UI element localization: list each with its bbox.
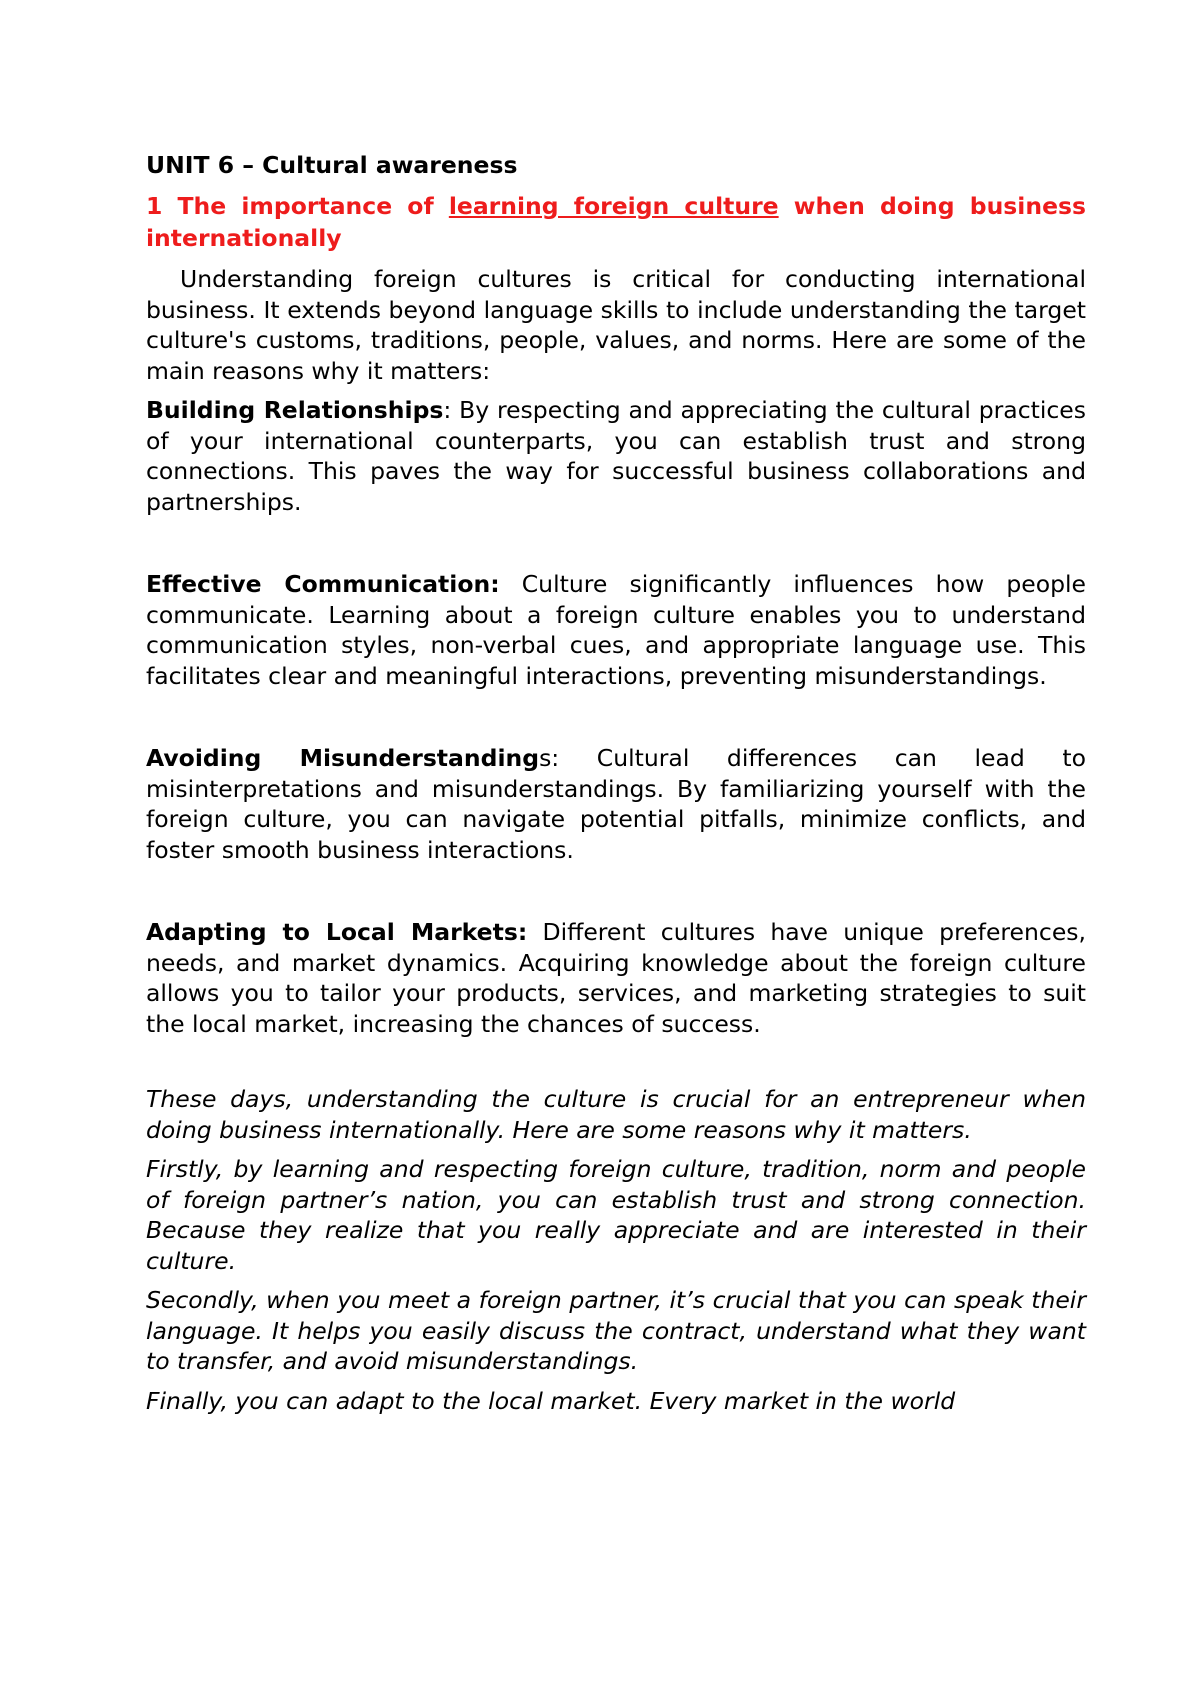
intro-paragraph: Understanding foreign cultures is critical for conducting international business. It extends beyond language skills to include understanding the target culture's customs, traditions, people, values, and norms. Here are some of the main reasons why it matters: [146,265,1086,385]
reason-paragraph-effective-communication [146,569,1086,691]
essay-paragraph-secondly: Secondly, when you meet a foreign partner, it’s crucial that you can speak their language. It helps you easily discuss the contract, understand what they want to transfer, and avoid misunderstandings. [146,1286,1086,1375]
reason-paragraph-avoiding-misunderstandings [146,743,1086,865]
section-heading [146,190,1086,254]
reason-term: Effective Communication: [146,570,500,598]
reason-separator: s: [539,744,560,772]
section-heading-after-link: when doing business internationally [146,192,1086,252]
reason-paragraph-adapting-local-markets [146,917,1086,1039]
reason-term: Adapting to Local Markets: [146,918,528,946]
section-number: 1 [146,192,163,220]
essay-paragraph-finally: Finally, you can adapt to the local market. Every market in the world [146,1386,956,1415]
unit-title [146,150,1086,180]
essay-section [146,1084,1086,1416]
reason-paragraph-building-relationships [146,395,1086,517]
reason-separator: : [443,396,452,424]
reason-term: Avoiding Misunderstanding [146,744,540,772]
reason-text: Cultural differences can lead to misinterpretations and misunderstandings. By familiarizing yourself with the foreign culture, you can navigate potential pitfalls, minimize conflicts, and foster smooth business interactions. [146,744,1086,864]
document-page [146,150,1086,1425]
unit-title-main: Cultural awareness [262,151,518,179]
reason-text: By respecting and appreciating the cultural practices of your international counterparts, you can establish trust and strong connections. This paves the way for successful business collaborations and partnerships. [146,396,1086,516]
section-heading-before-link: The importance of [177,192,434,220]
reason-term: Building Relationships [146,396,444,424]
reason-text: Culture significantly influences how people communicate. Learning about a foreign culture enables you to understand communication styles, non-verbal cues, and appropriate language use. This facilitates clear and meaningful interactions, preventing misunderstandings. [146,570,1086,690]
unit-title-prefix: UNIT 6 – [146,151,263,179]
reason-text: Different cultures have unique preferences, needs, and market dynamics. Acquiring knowledge about the foreign culture allows you to tailor your products, services, and marketing strategies to suit the local market, increasing the chances of success. [146,918,1086,1038]
essay-paragraph-firstly: Firstly, by learning and respecting foreign culture, tradition, norm and people of foreign partner’s nation, you can establish trust and strong connection. Because they realize that you really appreciate and are interested in their culture. [146,1155,1086,1275]
essay-paragraph-intro: These days, understanding the culture is crucial for an entrepreneur when doing business internationally. Here are some reasons why it matters. [146,1085,1086,1144]
section-heading-link[interactable]: learning foreign culture [448,192,779,220]
